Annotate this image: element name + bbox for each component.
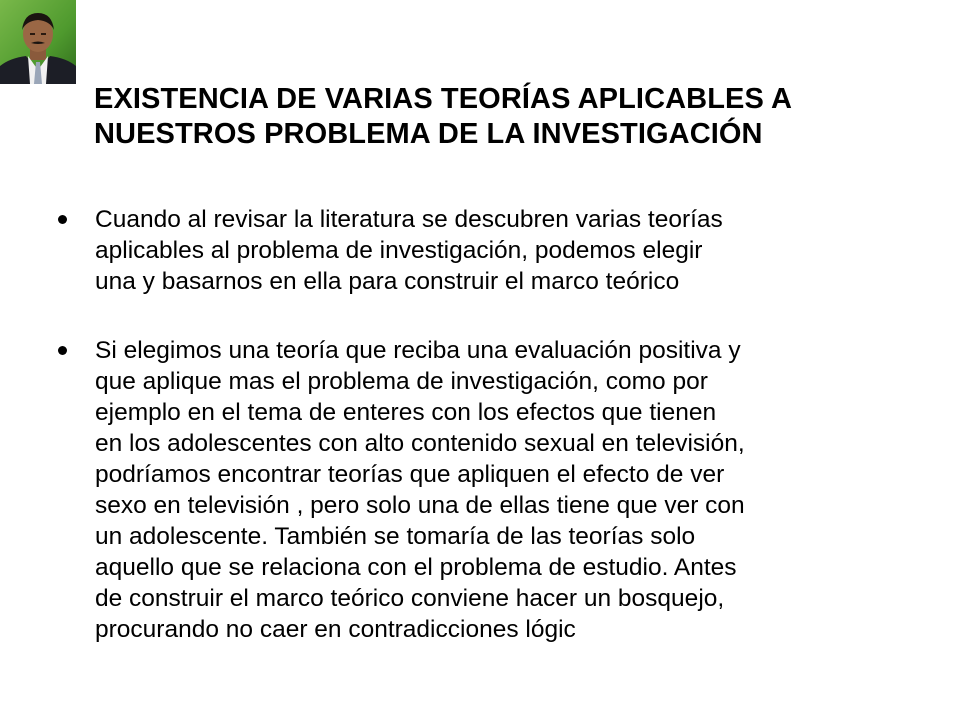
bullet-line: una y basarnos en ella para construir el marco teórico xyxy=(95,268,680,295)
bullet-line: aquello que se relaciona con el problema de estudio. Antes xyxy=(95,554,737,581)
person-portrait-icon xyxy=(0,0,76,84)
bullet-item xyxy=(58,335,908,645)
bullet-item xyxy=(58,204,908,297)
bullet-line: podríamos encontrar teorías que apliquen el efecto de ver xyxy=(95,461,725,488)
bullet-line: en los adolescentes con alto contenido sexual en televisión, xyxy=(95,430,745,457)
bullet-line: de construir el marco teórico conviene hacer un bosquejo, xyxy=(95,585,725,612)
bullet-line: aplicables al problema de investigación, podemos elegir xyxy=(95,237,703,264)
bullet-line: Cuando al revisar la literatura se descubren varias teorías xyxy=(95,206,723,233)
bullet-line: un adolescente. También se tomaría de las teorías solo xyxy=(95,523,696,550)
bullet-line: sexo en televisión , pero solo una de ellas tiene que ver con xyxy=(95,492,745,519)
bullet-line: procurando no caer en contradicciones lógic xyxy=(95,616,576,643)
title-line: EXISTENCIA DE VARIAS TEORÍAS APLICABLES A xyxy=(94,83,793,115)
bullet-line: Si elegimos una teoría que reciba una evaluación positiva y xyxy=(95,337,741,364)
presenter-photo xyxy=(0,0,76,84)
bullet-line: ejemplo en el tema de enteres con los efectos que tienen xyxy=(95,399,717,426)
bullet-list xyxy=(58,204,908,645)
title-line: NUESTROS PROBLEMA DE LA INVESTIGACIÓN xyxy=(94,118,763,150)
bullet-dot-icon xyxy=(58,215,67,224)
bullet-line: que aplique mas el problema de investigación, como por xyxy=(95,368,708,395)
bullet-dot-icon xyxy=(58,346,67,355)
slide-title xyxy=(94,82,914,152)
